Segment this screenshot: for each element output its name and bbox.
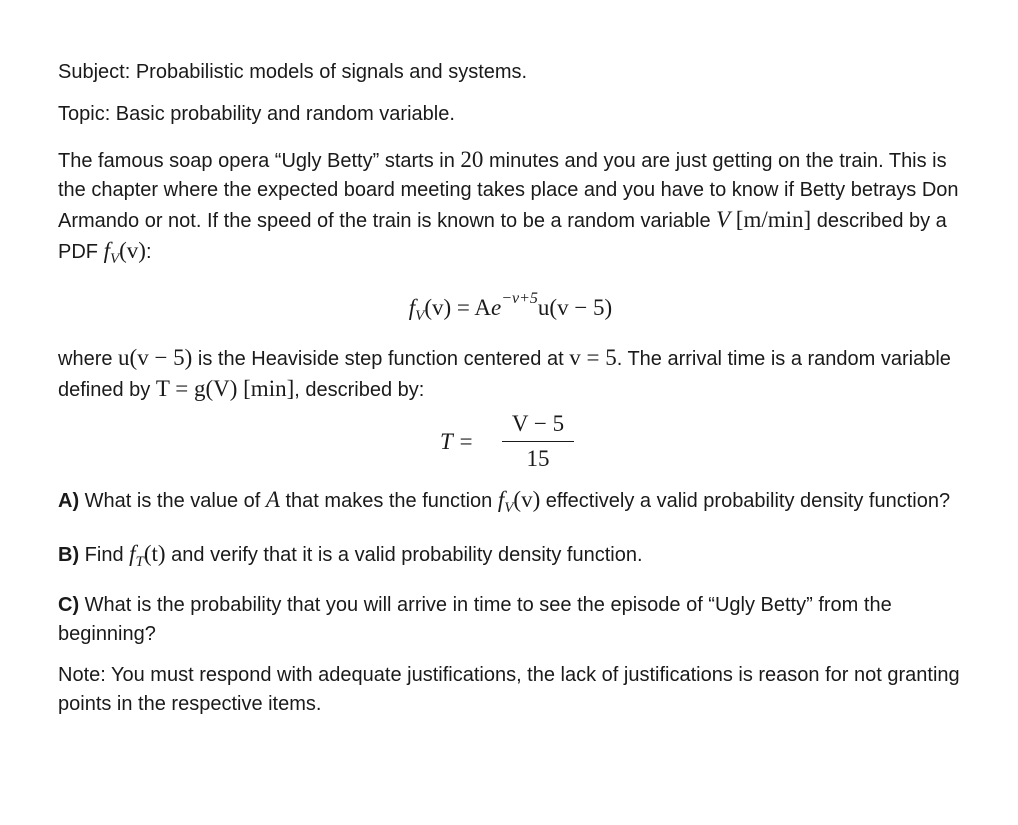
where-d: , described by: bbox=[294, 379, 425, 401]
eq-exponent: −v+5 bbox=[501, 290, 538, 307]
minutes-value: 20 bbox=[460, 147, 484, 172]
question-b bbox=[58, 539, 963, 577]
units: [m/min] bbox=[735, 207, 812, 232]
qa-text2: that makes the function bbox=[279, 490, 498, 512]
qb-text1: Find bbox=[79, 544, 130, 566]
qa-arg: (v) bbox=[513, 487, 541, 512]
variable-V: V bbox=[716, 207, 731, 232]
qc-text: What is the probability that you will arrive in time to see the episode of “Ugly Betty” from the beginning? bbox=[58, 594, 892, 645]
question-c bbox=[58, 591, 963, 649]
pdf-arg: (v) bbox=[119, 238, 146, 263]
fraction bbox=[498, 409, 578, 474]
note: Note: You must respond with adequate justifications, the lack of justifications is reason for not granting points in the respective items. bbox=[58, 664, 960, 715]
eq-e: e bbox=[490, 295, 502, 320]
u-expr: u(v − 5) bbox=[118, 345, 193, 370]
qa-text3: effectively a valid probability density function? bbox=[540, 490, 951, 512]
qa-sub: V bbox=[504, 500, 514, 516]
transform-equation bbox=[58, 409, 963, 479]
where-c: . The arrival time is a random variable defined by bbox=[58, 348, 951, 401]
question-a bbox=[58, 485, 963, 523]
T-expr: T = g(V) [min] bbox=[155, 376, 295, 401]
eq-rhs: u(v − 5) bbox=[537, 295, 613, 320]
question-a-label: A) bbox=[58, 490, 80, 512]
topic-line: Topic: Basic probability and random variable. bbox=[58, 103, 455, 125]
pdf-f: f bbox=[103, 238, 110, 263]
qa-f: f bbox=[497, 487, 505, 512]
qb-arg: (t) bbox=[143, 541, 166, 566]
where-b: is the Heaviside step function centered at bbox=[192, 348, 570, 370]
where-paragraph bbox=[58, 343, 963, 405]
pdf-equation bbox=[58, 284, 963, 331]
eq-lhs-arg: (v) = A bbox=[424, 295, 491, 320]
fraction-numerator: V − 5 bbox=[511, 411, 565, 436]
intro-text-b: minutes and you are just getting on the train. This is the chapter where the expected board meeting takes place and you have to know if Betty betrays Don Armando or not. If the speed of the train is known to be a random variable bbox=[58, 150, 959, 232]
qb-text2: and verify that it is a valid probability density function. bbox=[165, 544, 643, 566]
eq-lhs-sub: V bbox=[415, 308, 425, 324]
question-b-label: B) bbox=[58, 544, 80, 566]
qb-f: f bbox=[129, 541, 136, 566]
fraction-denominator: 15 bbox=[526, 446, 550, 471]
pdf-sub: V bbox=[109, 251, 120, 267]
v-eq: v = 5 bbox=[569, 345, 617, 370]
intro-text-a: The famous soap opera “Ugly Betty” starts in bbox=[58, 150, 461, 172]
subject-line: Subject: Probabilistic models of signals and systems. bbox=[58, 61, 528, 83]
frac-lhs: T = bbox=[440, 429, 474, 454]
problem-statement bbox=[58, 145, 963, 274]
colon: : bbox=[145, 241, 152, 263]
qa-A: A bbox=[265, 487, 280, 512]
fraction-bar bbox=[502, 441, 574, 442]
question-c-label: C) bbox=[58, 594, 80, 616]
intro-text-c: described by a PDF bbox=[58, 210, 947, 263]
qa-text1: What is the value of bbox=[79, 490, 266, 512]
document-page bbox=[58, 58, 963, 719]
where-a: where bbox=[58, 348, 119, 370]
qb-sub: T bbox=[135, 554, 144, 570]
eq-lhs-f: f bbox=[408, 295, 416, 320]
